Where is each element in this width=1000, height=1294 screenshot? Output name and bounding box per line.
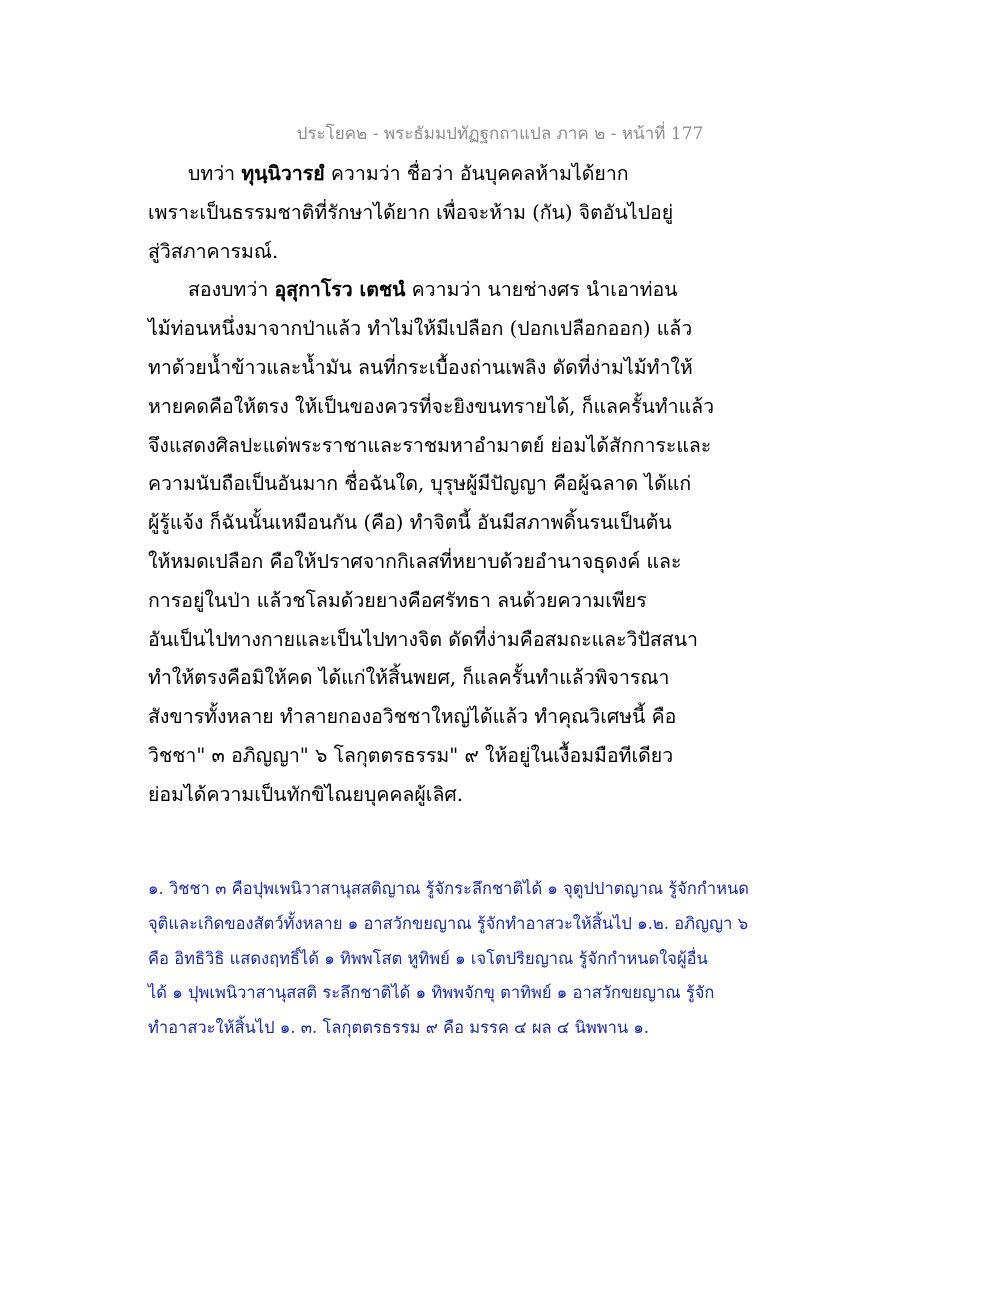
paragraph-2-line: ผู้รู้แจ้ง ก็ฉันนั้นเหมือนกัน (คือ) ทำจิตนี้ อันมีสภาพดิ้นรนเป็นต้น bbox=[148, 511, 672, 535]
paragraph-1-line-3: สู่วิสภาคารมณ์. bbox=[148, 239, 279, 263]
keyword-dunnivarayam: ทุนฺนิวารยํ bbox=[241, 162, 325, 185]
footnote-line: ทำอาสวะให้สิ้นไป ๑. ๓. โลกุตตรธรรม ๙ คือ มรรค ๔ ผล ๔ นิพพาน ๑. bbox=[148, 1018, 650, 1038]
paragraph-2-line: ย่อมได้ความเป็นทักขิไณยบุคคลผู้เลิศ. bbox=[148, 782, 463, 806]
paragraph-2-line: อันเป็นไปทางกายและเป็นไปทางจิต ดัดที่ง่ามคือสมถะและวิปัสสนา bbox=[148, 627, 698, 651]
paragraph-2-line: ทาด้วยน้ำข้าวและน้ำมัน ลนที่กระเบื้องถ่านเพลิง ดัดที่ง่ามไม้ทำให้ bbox=[148, 355, 693, 379]
paragraph-2-line: วิชชา" ๓ อภิญญา" ๖ โลกุตตรธรรม" ๙ ให้อยู่ในเงื้อมมือทีเดียว bbox=[148, 743, 674, 767]
paragraph-2-line: การอยู่ในป่า แล้วชโลมด้วยยางคือศรัทธา ลนด้วยความเพียร bbox=[148, 588, 647, 612]
footnote-line: จุติและเกิดของสัตว์ทั้งหลาย ๑ อาสวักขยญาณ รู้จักทำอาสวะให้สิ้นไป ๑.๒. อภิญญา ๖ bbox=[148, 913, 749, 933]
paragraph-2-line: ไม้ท่อนหนึ่งมาจากป่าแล้ว ทำไม่ให้มีเปลือก (ปอกเปลือกออก) แล้ว bbox=[148, 317, 693, 341]
paragraph-1-line-2: เพราะเป็นธรรมชาติที่รักษาได้ยาก เพื่อจะห้าม (กัน) จิตอันไปอยู่ bbox=[148, 200, 674, 224]
paragraph-2-line-1: สองบทว่า อุสุกาโรว เตชนํ ความว่า นายช่างศร นำเอาท่อน bbox=[188, 278, 678, 302]
footnotes bbox=[148, 872, 808, 1046]
paragraph-2-line: สังขารทั้งหลาย ทำลายกองอวิชชาใหญ่ได้แล้ว ทำคุณวิเศษนี้ คือ bbox=[148, 705, 677, 729]
page-header: ประโยค๒ - พระธัมมปทัฏฐกถาแปล ภาค ๒ - หน้าที่ 177 bbox=[296, 124, 704, 144]
paragraph-1-line-1: บทว่า ทุนฺนิวารยํ ความว่า ชื่อว่า อันบุคคลห้ามได้ยาก bbox=[188, 162, 629, 185]
paragraph-2-line: หายคดคือให้ตรง ให้เป็นของควรที่จะยิงขนทรายได้, ก็แลครั้นทำแล้ว bbox=[148, 394, 715, 418]
keyword-usukarova-tejanam: อุสุกาโรว เตชนํ bbox=[274, 278, 406, 302]
paragraph-2-line: จึงแสดงศิลปะแด่พระราชาและราชมหาอำมาตย์ ย่อมได้สักการะและ bbox=[148, 433, 712, 457]
footnote-line: ๑. วิชชา ๓ คือปุพเพนิวาสานุสสติญาณ รู้จักระลึกชาติได้ ๑ จุตูปปาตญาณ รู้จักกำหนด bbox=[148, 879, 749, 898]
footnote-line: ได้ ๑ ปุพเพนิวาสานุสสติ ระลึกชาติได้ ๑ ทิพพจักขุ ตาทิพย์ ๑ อาสวักขยญาณ รู้จัก bbox=[148, 983, 715, 1003]
paragraph-2-line: ให้หมดเปลือก คือให้ปราศจากกิเลสที่หยาบด้วยอำนาจธุดงค์ และ bbox=[148, 549, 682, 573]
paragraph-2-line: ความนับถือเป็นอันมาก ชื่อฉันใด, บุรุษผู้มีปัญญา คือผู้ฉลาด ได้แก่ bbox=[148, 472, 692, 496]
footnote-line: คือ อิทธิวิธิ แสดงฤทธิ์ได้ ๑ ทิพพโสต หูทิพย์ ๑ เจโตปริยญาณ รู้จักกำหนดใจผู้อื่น bbox=[148, 948, 708, 968]
paragraph-2-line: ทำให้ตรงคือมิให้คด ได้แก่ให้สิ้นพยศ, ก็แลครั้นทำแล้วพิจารณา bbox=[148, 666, 670, 690]
main-text bbox=[148, 155, 715, 815]
